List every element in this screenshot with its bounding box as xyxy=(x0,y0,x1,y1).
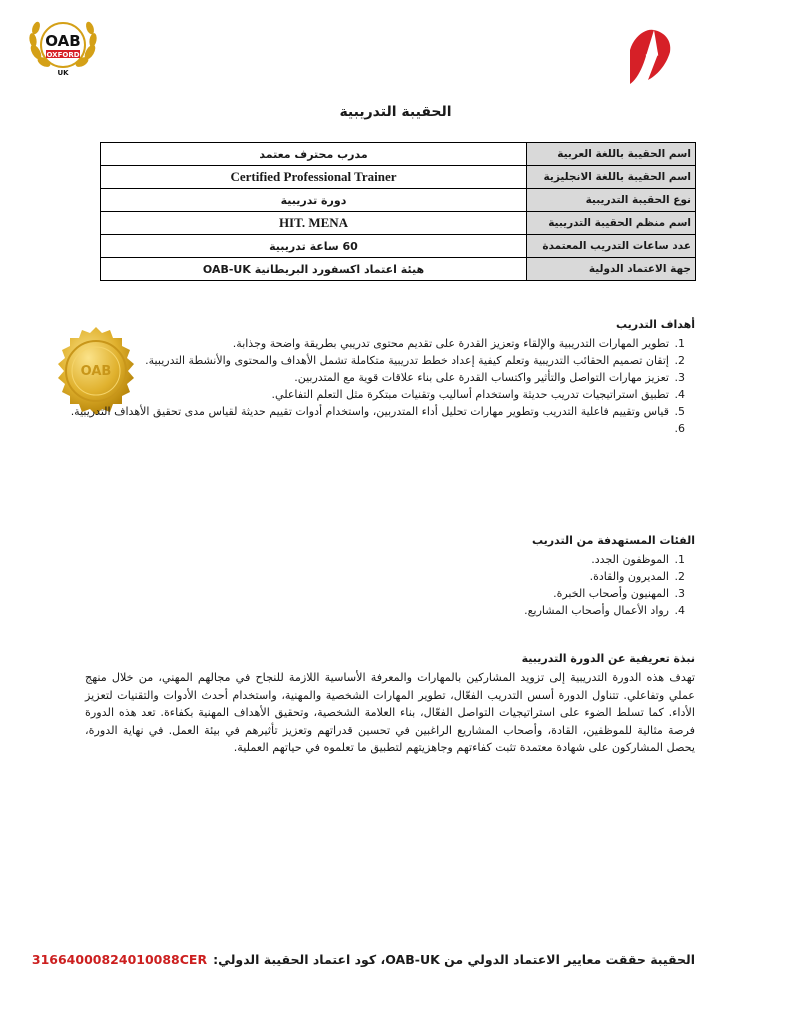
svg-text:OAB: OAB xyxy=(80,364,112,379)
course-overview-section xyxy=(85,652,695,757)
about-paragraph: تهدف هذه الدورة التدريبية إلى تزويد المشاركين بالمهارات والمعرفة الأساسية اللازمة للنجاح في مجالهم المهني، من خلال منهج عملي وتفاعلي. تتناول الدورة أسس التدريب الفعّال، تطوير المهارات الشخصية والمهنية، واستخدام أحدث الأدوات والتقنيات لتعزيز الأداء. كما تسلط الضوء على استراتيجيات التواصل الفعّال، بناء العلامة الشخصية، وتحقيق الأهداف المهنية بكفاءة. تعد هذه الدورة فرصة مثالية للموظفين، القادة، وأصحاب المشاريع الراغبين في تحسين قدراتهم وتعزيز تأثيرهم في بيئة العمل. في نهاية الدورة، يحصل المشاركون على شهادة معتمدة تثبت كفاءتهم وجاهزيتهم لتطبيق ما تعلموه في حياتهم العملية. xyxy=(85,671,695,755)
table-row xyxy=(101,212,696,235)
row-label: جهة الاعتماد الدولية xyxy=(527,258,696,281)
targets-list xyxy=(295,551,695,619)
table-row xyxy=(101,143,696,166)
table-row xyxy=(101,166,696,189)
row-label: عدد ساعات التدريب المعتمدة xyxy=(527,235,696,258)
list-item: 3. تعزيز مهارات التواصل والتأثير واكتساب القدرة على بناء علاقات قوية مع المتدربين. xyxy=(55,369,671,386)
list-item: 3. المهنيون وأصحاب الخبرة. xyxy=(295,585,671,602)
row-label: اسم منظم الحقيبة التدريبية xyxy=(527,212,696,235)
footer-text: الحقيبة حققت معايير الاعتماد الدولي من OAB-UK، كود اعتماد الحقيبة الدولي: xyxy=(213,952,695,967)
targets-heading: الفئات المستهدفة من التدريب xyxy=(532,534,695,547)
svg-text:UK: UK xyxy=(57,69,69,77)
list-item: 2. المديرون والقادة. xyxy=(295,568,671,585)
list-item: 4. رواد الأعمال وأصحاب المشاريع. xyxy=(295,602,671,619)
table-row xyxy=(101,189,696,212)
goals-heading: أهداف التدريب xyxy=(616,318,695,331)
list-item: 2. إتقان تصميم الحقائب التدريبية وتعلم كيفية إعداد خطط تدريبية متكاملة تشمل الأهداف والمحتوى والأنشطة التدريبية. xyxy=(55,352,671,369)
accreditation-footer xyxy=(32,952,695,967)
svg-text:OAB: OAB xyxy=(45,32,81,50)
row-value: HIT. MENA xyxy=(101,212,527,235)
course-info-table xyxy=(100,142,696,281)
oab-oxford-logo xyxy=(24,12,102,78)
accreditation-code: 3166400082401008​8CER xyxy=(31,952,208,967)
page-title: الحقيبة التدريبية xyxy=(339,104,452,120)
list-item: 4. تطبيق استراتيجيات تدريب حديثة واستخدام أساليب وتقنيات مبتكرة مثل التعلم التفاعلي. xyxy=(55,386,671,403)
brand-mark-logo xyxy=(624,26,676,86)
row-value: Certified Professional Trainer xyxy=(101,166,527,189)
table-row xyxy=(101,258,696,281)
about-heading: نبذة تعريفية عن الدورة التدريبية xyxy=(521,652,695,665)
row-label: اسم الحقيبة باللغة العربية xyxy=(527,143,696,166)
list-item: 1. الموظفون الجدد. xyxy=(295,551,671,568)
svg-text:OXFORD: OXFORD xyxy=(46,51,80,59)
table-row xyxy=(101,235,696,258)
training-goals-section xyxy=(55,318,695,437)
list-item xyxy=(55,420,671,437)
list-item: 1. تطوير المهارات التدريبية والإلقاء وتعزيز القدرة على تقديم محتوى تدريبي بطريقة واضحة وجذابة. xyxy=(55,335,671,352)
list-item: 5. قياس وتقييم فاعلية التدريب وتطوير مهارات تحليل أداء المتدربين، واستخدام أدوات تقييم حديثة لقياس مدى تحقيق الأهداف التدريبية. xyxy=(55,403,671,420)
goals-list xyxy=(55,335,695,437)
row-value: مدرب محترف معتمد xyxy=(101,143,527,166)
row-value: دورة تدريبية xyxy=(101,189,527,212)
row-value: 60 ساعة تدريبية xyxy=(101,235,527,258)
row-label: نوع الحقيبة التدريبية xyxy=(527,189,696,212)
target-groups-section xyxy=(295,534,695,619)
row-value: هيئة اعتماد اكسفورد البريطانية OAB-UK xyxy=(101,258,527,281)
row-label: اسم الحقيبة باللغة الانجليزية xyxy=(527,166,696,189)
